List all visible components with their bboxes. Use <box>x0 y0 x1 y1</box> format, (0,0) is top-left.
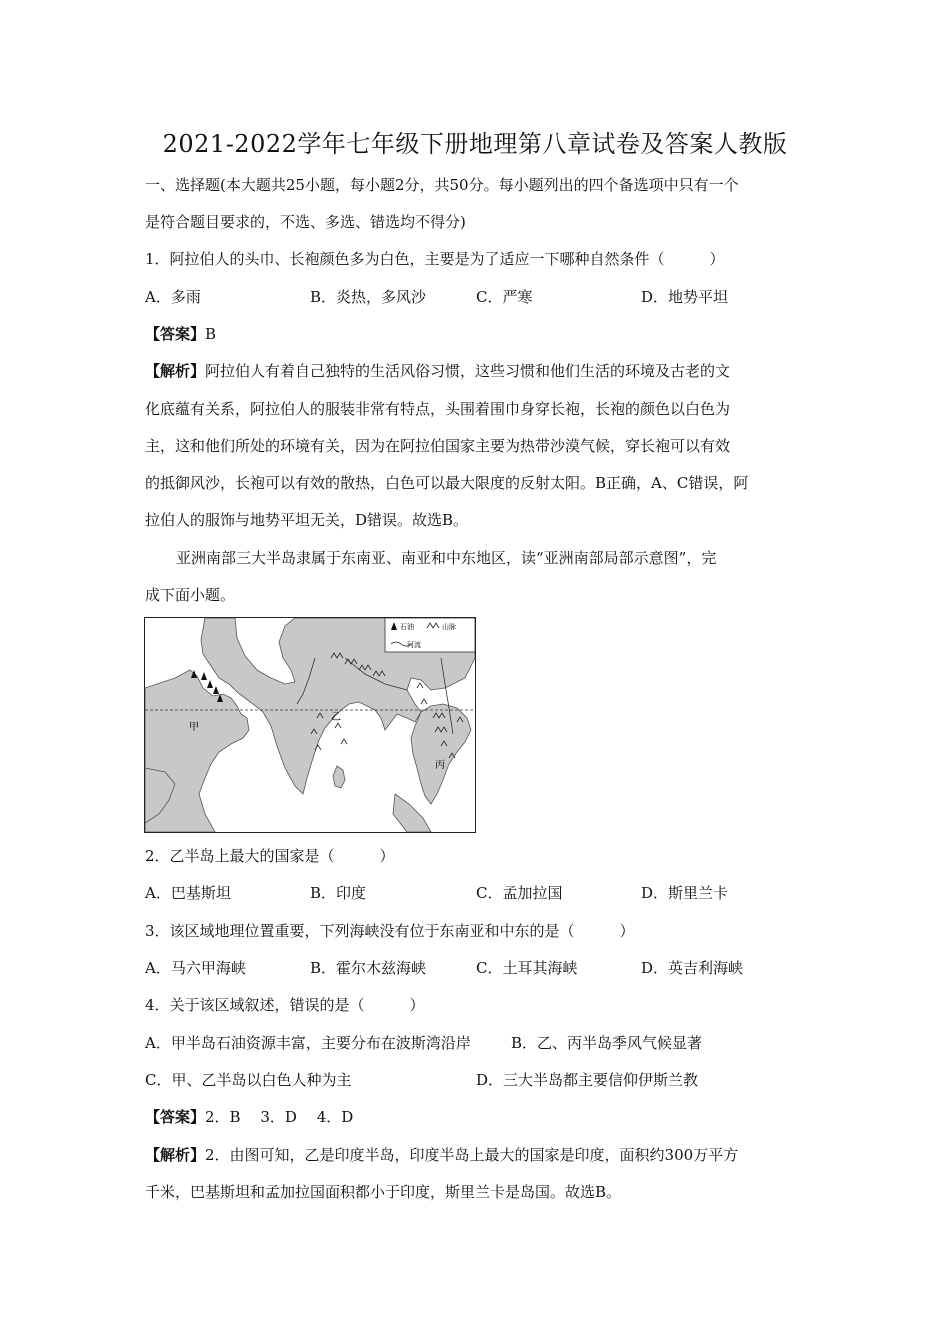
land-indochina <box>411 704 471 804</box>
intro-line-2: 成下面小题。 <box>145 586 236 604</box>
q4-option-d: D．三大半岛都主要信仰伊斯兰教 <box>476 1071 699 1089</box>
q3-option-b: B．霍尔木兹海峡 <box>310 959 427 977</box>
question-2-stem: 2．乙半岛上最大的国家是（ ） <box>145 847 395 865</box>
question-1-stem: 1．阿拉伯人的头巾、长袍颜色多为白色，主要是为了适应一下哪种自然条件（ ） <box>145 250 725 268</box>
answer-label: 【答案】 <box>145 325 206 343</box>
answer-label: 【答案】 <box>145 1108 206 1126</box>
south-asia-map <box>144 617 476 833</box>
q1-analysis-line-3: 主，这和他们所处的环境有关，因为在阿拉伯国家主要为热带沙漠气候，穿长袍可以有效 <box>145 437 731 455</box>
analysis-label: 【解析】 <box>145 362 206 380</box>
q1-option-d: D．地势平坦 <box>641 288 729 306</box>
analysis-2-line-1 <box>145 1145 738 1165</box>
q4-option-a: A．甲半岛石油资源丰富，主要分布在波斯湾沿岸 <box>145 1034 471 1052</box>
intro-line-1: 亚洲南部三大半岛隶属于东南亚、南亚和中东地区，读“亚洲南部局部示意图”，完 <box>176 549 717 567</box>
legend-mountain-label: 山脉 <box>442 623 456 631</box>
analysis-text: 2．由图可知，乙是印度半岛，印度半岛上最大的国家是印度，面积约300万平方 <box>205 1146 739 1164</box>
q4-option-b: B．乙、丙半岛季风气候显著 <box>511 1034 703 1052</box>
q1-analysis-line-1 <box>145 361 730 381</box>
section-heading-line-2: 是符合题目要求的，不选、多选、错选均不得分) <box>145 213 466 231</box>
question-3-stem: 3．该区域地理位置重要，下列海峡没有位于东南亚和中东的是（ ） <box>145 922 635 940</box>
q2-option-a: A．巴基斯坦 <box>145 884 231 902</box>
answers-2-4 <box>145 1107 353 1127</box>
label-bing: 丙 <box>435 760 445 771</box>
label-yi: 乙 <box>331 712 341 723</box>
land-sri-lanka <box>333 766 345 788</box>
q1-answer <box>145 324 216 344</box>
q3-option-d: D．英吉利海峡 <box>641 959 744 977</box>
analysis-label: 【解析】 <box>145 1146 206 1164</box>
q1-option-b: B．炎热，多风沙 <box>310 288 427 306</box>
label-jia: 甲 <box>189 722 199 733</box>
analysis-2-line-2: 千米，巴基斯坦和孟加拉国面积都小于印度，斯里兰卡是岛国。故选B。 <box>145 1183 622 1201</box>
map-svg <box>145 618 475 832</box>
q3-option-a: A．马六甲海峡 <box>145 959 246 977</box>
question-4-stem: 4．关于该区域叙述，错误的是（ ） <box>145 996 425 1014</box>
q2-option-d: D．斯里兰卡 <box>641 884 729 902</box>
q1-analysis-line-4: 的抵御风沙，长袍可以有效的散热，白色可以最大限度的反射太阳。B正确，A、C错误，阿 <box>145 474 749 492</box>
q1-analysis-line-2: 化底蕴有关系，阿拉伯人的服装非常有特点，头围着围巾身穿长袍，长袍的颜色以白色为 <box>145 400 731 418</box>
q2-option-c: C．孟加拉国 <box>476 884 563 902</box>
analysis-text: 阿拉伯人有着自己独特的生活风俗习惯，这些习惯和他们生活的环境及古老的文 <box>205 362 731 380</box>
answer-value: 2．B 3．D 4．D <box>205 1108 354 1126</box>
q1-option-a: A．多雨 <box>145 288 201 306</box>
legend-oil-label: 石油 <box>400 623 414 631</box>
q1-analysis-line-5: 拉伯人的服饰与地势平坦无关，D错误。故选B。 <box>145 511 469 529</box>
q2-option-b: B．印度 <box>310 884 367 902</box>
section-heading-line-1: 一、选择题(本大题共25小题，每小题2分，共50分。每小题列出的四个备选项中只有一个 <box>145 176 739 194</box>
legend-river-label: 河流 <box>407 641 421 649</box>
q3-option-c: C．土耳其海峡 <box>476 959 578 977</box>
answer-value: B <box>205 325 217 343</box>
land-sumatra <box>393 794 431 832</box>
q4-option-c: C．甲、乙半岛以白色人种为主 <box>145 1071 352 1089</box>
document-title: 2021-2022学年七年级下册地理第八章试卷及答案人教版 <box>162 130 788 158</box>
q1-option-c: C．严寒 <box>476 288 533 306</box>
